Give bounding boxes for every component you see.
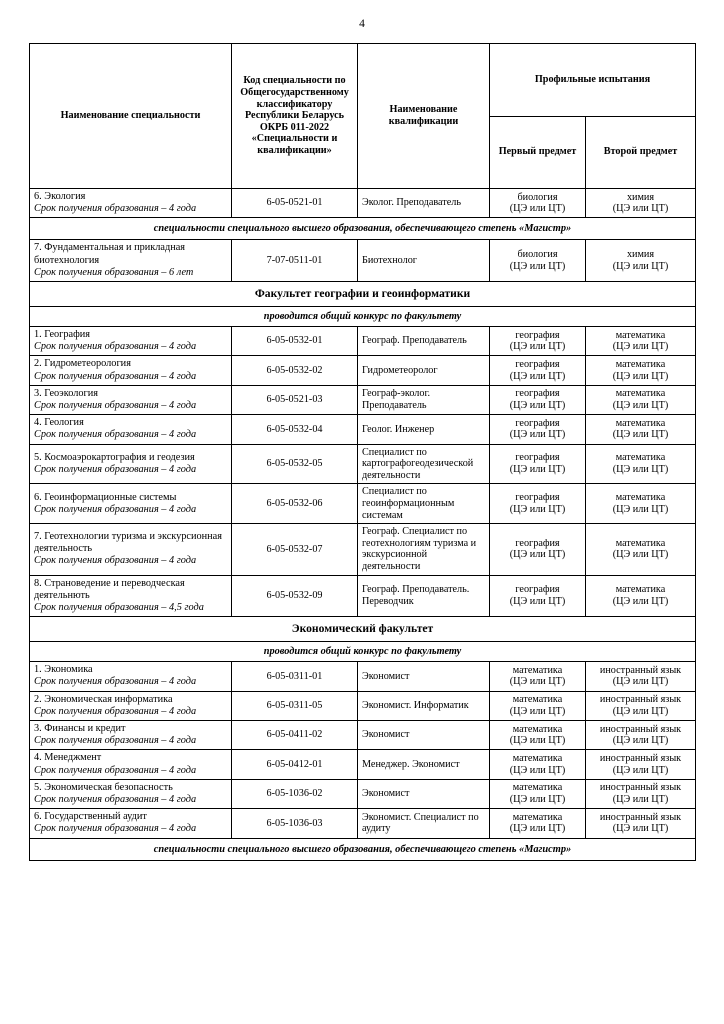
table-body [30,189,696,861]
cell-specialty-code: 7-07-0511-01 [232,240,358,282]
cell-qualification: Геолог. Инженер [358,415,490,444]
cell-first-subject-subject: география [515,492,560,504]
cell-specialty [30,750,232,779]
faculty-note-text: проводится общий конкурс по факультету [30,307,696,327]
cell-first-subject-subject: география [515,584,560,596]
cell-first-subject-form: (ЦЭ или ЦТ) [509,764,566,776]
cell-first-subject [490,809,586,838]
table-row [30,327,696,356]
cell-first-subject-subject: математика [512,723,563,735]
cell-first-subject [490,484,586,524]
column-header-code: Код специальности по Общегосударственному классификатору Республики Беларусь ОКРБ 011-2022 «Специальности и квалификации» [232,44,358,189]
cell-qualification: Географ. Преподаватель. Переводчик [358,575,490,617]
cell-specialty [30,484,232,524]
cell-second-subject-subject: математика [615,537,666,549]
specialty-name: 7. Геотехнологии туризма и экскурсионная деятельность [34,531,222,555]
specialty-term: Срок получения образования – 4 года [34,794,197,806]
cell-second-subject-form: (ЦЭ или ЦТ) [612,705,669,717]
cell-specialty-code: 6-05-1036-03 [232,809,358,838]
column-header-second-subject: Второй предмет [586,116,696,189]
cell-qualification: Экономист [358,779,490,808]
faculty-title: Экономический факультет [30,617,696,642]
cell-first-subject-subject: география [515,388,560,400]
column-header-first-subject: Первый предмет [490,116,586,189]
cell-first-subject-subject: математика [512,753,563,765]
specialty-name: 4. Геология [34,417,84,429]
cell-second-subject [586,750,696,779]
cell-first-subject-form: (ЦЭ или ЦТ) [509,794,566,806]
cell-first-subject-subject: математика [512,694,563,706]
cell-first-subject [490,721,586,750]
cell-second-subject-form: (ЦЭ или ЦТ) [612,595,669,607]
cell-specialty [30,779,232,808]
cell-second-subject-subject: математика [615,329,666,341]
table-row [30,750,696,779]
specialty-name: 2. Экономическая информатика [34,693,173,705]
cell-specialty-code: 6-05-0532-01 [232,327,358,356]
cell-qualification: Менеджер. Экономист [358,750,490,779]
cell-second-subject-subject: иностранный язык [599,782,682,794]
cell-first-subject-form: (ЦЭ или ЦТ) [509,260,566,272]
table-row [30,189,696,218]
cell-second-subject-subject: математика [615,359,666,371]
cell-first-subject-form: (ЦЭ или ЦТ) [509,370,566,382]
cell-qualification: Экономист. Информатик [358,691,490,720]
cell-specialty-code: 6-05-0311-01 [232,662,358,691]
cell-specialty-code: 6-05-1036-02 [232,779,358,808]
cell-first-subject [490,779,586,808]
cell-second-subject-subject: иностранный язык [599,694,682,706]
specialty-name: 1. География [34,329,91,341]
table-row [30,484,696,524]
page-number: 4 [359,18,365,30]
specialty-name: 6. Экология [34,191,86,202]
cell-first-subject-form: (ЦЭ или ЦТ) [509,676,566,688]
cell-first-subject-subject: биология [517,249,558,261]
cell-specialty [30,444,232,484]
cell-second-subject-form: (ЦЭ или ЦТ) [612,735,669,747]
cell-second-subject [586,415,696,444]
table-row [30,779,696,808]
cell-specialty [30,691,232,720]
cell-first-subject [490,750,586,779]
cell-first-subject-subject: география [515,417,560,429]
cell-specialty [30,721,232,750]
cell-first-subject [490,575,586,617]
cell-specialty-code: 6-05-0412-01 [232,750,358,779]
column-header-specialty: Наименование специальности [30,44,232,189]
cell-first-subject-form: (ЦЭ или ЦТ) [509,595,566,607]
cell-second-subject-subject: математика [615,452,666,464]
cell-second-subject-form: (ЦЭ или ЦТ) [612,823,669,835]
cell-specialty-code: 6-05-0532-05 [232,444,358,484]
cell-second-subject-form: (ЦЭ или ЦТ) [612,503,669,515]
cell-qualification: Биотехнолог [358,240,490,282]
column-header-qualification: Наименование квалификации [358,44,490,189]
cell-first-subject-form: (ЦЭ или ЦТ) [509,203,566,215]
cell-first-subject-subject: география [515,329,560,341]
cell-second-subject-subject: математика [615,417,666,429]
cell-specialty-code: 6-05-0532-04 [232,415,358,444]
cell-second-subject-form: (ЦЭ или ЦТ) [612,203,669,215]
master-degree-note-row [30,218,696,240]
specialty-term: Срок получения образования – 4 года [34,341,197,353]
cell-first-subject-form: (ЦЭ или ЦТ) [509,705,566,717]
cell-qualification: Экономист [358,662,490,691]
cell-specialty [30,189,232,218]
cell-second-subject [586,385,696,414]
table-row [30,415,696,444]
specialty-term: Срок получения образования – 4 года [34,705,197,717]
specialty-term: Срок получения образования – 4 года [34,370,197,382]
specialty-name: 2. Гидрометеорология [34,358,131,370]
master-degree-note-row [30,838,696,860]
cell-specialty [30,240,232,282]
table-row [30,691,696,720]
cell-specialty [30,415,232,444]
specialty-term: Срок получения образования – 4 года [34,203,197,215]
specialty-term: Срок получения образования – 4 года [34,429,197,441]
cell-qualification: Эколог. Преподаватель [358,189,490,218]
cell-specialty-code: 6-05-0532-07 [232,524,358,575]
cell-specialty [30,385,232,414]
table-header-row-1 [30,44,696,117]
cell-second-subject-form: (ЦЭ или ЦТ) [612,260,669,272]
cell-second-subject [586,662,696,691]
faculty-note-text: проводится общий конкурс по факультету [30,642,696,662]
cell-specialty-code: 6-05-0532-06 [232,484,358,524]
cell-first-subject-form: (ЦЭ или ЦТ) [509,549,566,561]
table-row [30,524,696,575]
table-row [30,662,696,691]
table-row [30,575,696,617]
cell-first-subject-subject: математика [512,664,563,676]
table-row [30,444,696,484]
specialty-name: 6. Государственный аудит [34,811,147,823]
cell-specialty-code: 6-05-0411-02 [232,721,358,750]
cell-second-subject [586,524,696,575]
cell-second-subject-form: (ЦЭ или ЦТ) [612,464,669,476]
specialty-term: Срок получения образования – 4 года [34,735,197,747]
cell-first-subject-subject: математика [512,811,563,823]
specialty-name: 5. Экономическая безопасность [34,781,173,793]
specialty-name: 3. Финансы и кредит [34,723,126,734]
cell-specialty-code: 6-05-0532-09 [232,575,358,617]
specialty-term: Срок получения образования – 4 года [34,555,197,567]
cell-first-subject-form: (ЦЭ или ЦТ) [509,400,566,412]
table-row [30,721,696,750]
faculty-header-row [30,617,696,642]
cell-second-subject-form: (ЦЭ или ЦТ) [612,764,669,776]
cell-second-subject [586,691,696,720]
faculty-note-row [30,642,696,662]
cell-specialty-code: 6-05-0521-03 [232,385,358,414]
cell-first-subject-form: (ЦЭ или ЦТ) [509,464,566,476]
cell-second-subject [586,356,696,385]
specialty-term: Срок получения образования – 6 лет [34,266,194,278]
specialty-name: 7. Фундаментальная и прикладная биотехнология [34,242,186,266]
column-header-exams: Профильные испытания [490,44,696,117]
master-degree-note-text: специальности специального высшего образования, обеспечивающего степень «Магистр» [30,218,696,240]
cell-qualification: Географ-эколог. Преподаватель [358,385,490,414]
specialty-name: 1. Экономика [34,664,93,676]
cell-second-subject-subject: иностранный язык [599,723,682,735]
faculty-header-row [30,282,696,307]
master-degree-note-text: специальности специального высшего образования, обеспечивающего степень «Магистр» [30,838,696,860]
cell-first-subject-subject: география [515,537,560,549]
cell-second-subject [586,240,696,282]
specialty-term: Срок получения образования – 4 года [34,503,197,515]
specialty-name: 4. Менеджмент [34,752,102,764]
cell-second-subject-form: (ЦЭ или ЦТ) [612,429,669,441]
specialty-term: Срок получения образования – 4 года [34,764,197,776]
cell-qualification: Географ. Специалист по геотехнологиям туризма и экскурсионной деятельности [358,524,490,575]
cell-first-subject [490,356,586,385]
faculty-note-row [30,307,696,327]
cell-first-subject-form: (ЦЭ или ЦТ) [509,429,566,441]
specialty-name: 8. Страноведение и переводческая деятельнють [34,577,185,601]
table-head [30,44,696,189]
specialty-term: Срок получения образования – 4 года [34,823,197,835]
cell-second-subject-form: (ЦЭ или ЦТ) [612,794,669,806]
specialty-term: Срок получения образования – 4,5 года [34,601,204,613]
cell-first-subject [490,189,586,218]
cell-specialty [30,356,232,385]
table-row [30,809,696,838]
cell-first-subject-subject: биология [517,191,558,203]
specialties-table [29,43,696,861]
table-row [30,385,696,414]
cell-second-subject [586,721,696,750]
cell-second-subject-form: (ЦЭ или ЦТ) [612,676,669,688]
cell-first-subject [490,691,586,720]
specialty-name: 6. Геоинформационные системы [34,491,177,503]
cell-second-subject-form: (ЦЭ или ЦТ) [612,341,669,353]
cell-first-subject [490,327,586,356]
specialty-term: Срок получения образования – 4 года [34,464,197,476]
cell-qualification: Гидрометеоролог [358,356,490,385]
cell-first-subject-form: (ЦЭ или ЦТ) [509,823,566,835]
cell-specialty [30,809,232,838]
cell-first-subject-subject: математика [512,782,563,794]
cell-second-subject-subject: математика [615,584,666,596]
cell-specialty-code: 6-05-0311-05 [232,691,358,720]
cell-first-subject-subject: география [515,359,560,371]
cell-specialty [30,327,232,356]
cell-qualification: Географ. Преподаватель [358,327,490,356]
cell-first-subject [490,524,586,575]
cell-second-subject-form: (ЦЭ или ЦТ) [612,549,669,561]
cell-first-subject [490,415,586,444]
specialties-table-container [29,37,695,861]
cell-second-subject [586,444,696,484]
cell-second-subject-subject: математика [615,492,666,504]
cell-second-subject [586,575,696,617]
cell-qualification: Экономист. Специалист по аудиту [358,809,490,838]
cell-first-subject [490,662,586,691]
cell-qualification: Специалист по картографогеодезической деятельности [358,444,490,484]
cell-first-subject [490,385,586,414]
cell-second-subject [586,189,696,218]
cell-second-subject-subject: химия [626,249,655,261]
specialty-name: 3. Геоэкология [34,387,98,399]
cell-specialty [30,662,232,691]
cell-first-subject [490,444,586,484]
cell-second-subject-form: (ЦЭ или ЦТ) [612,400,669,412]
cell-first-subject-form: (ЦЭ или ЦТ) [509,341,566,353]
cell-first-subject [490,240,586,282]
cell-qualification: Экономист [358,721,490,750]
cell-first-subject-subject: география [515,452,560,464]
cell-second-subject [586,327,696,356]
cell-specialty [30,575,232,617]
table-row [30,356,696,385]
cell-specialty [30,524,232,575]
cell-second-subject-subject: иностранный язык [599,811,682,823]
cell-first-subject-form: (ЦЭ или ЦТ) [509,735,566,747]
cell-qualification: Специалист по геоинформационным системам [358,484,490,524]
cell-specialty-code: 6-05-0521-01 [232,189,358,218]
cell-second-subject-subject: иностранный язык [599,664,682,676]
faculty-title: Факультет географии и геоинформатики [30,282,696,307]
cell-second-subject-subject: математика [615,388,666,400]
specialty-term: Срок получения образования – 4 года [34,400,197,412]
table-row [30,240,696,282]
specialty-name: 5. Космоаэрокартография и геодезия [34,451,195,463]
cell-second-subject-form: (ЦЭ или ЦТ) [612,370,669,382]
cell-second-subject-subject: химия [626,191,655,203]
cell-second-subject [586,809,696,838]
cell-second-subject [586,484,696,524]
cell-second-subject-subject: иностранный язык [599,753,682,765]
cell-second-subject [586,779,696,808]
cell-first-subject-form: (ЦЭ или ЦТ) [509,503,566,515]
specialty-term: Срок получения образования – 4 года [34,676,197,688]
cell-specialty-code: 6-05-0532-02 [232,356,358,385]
